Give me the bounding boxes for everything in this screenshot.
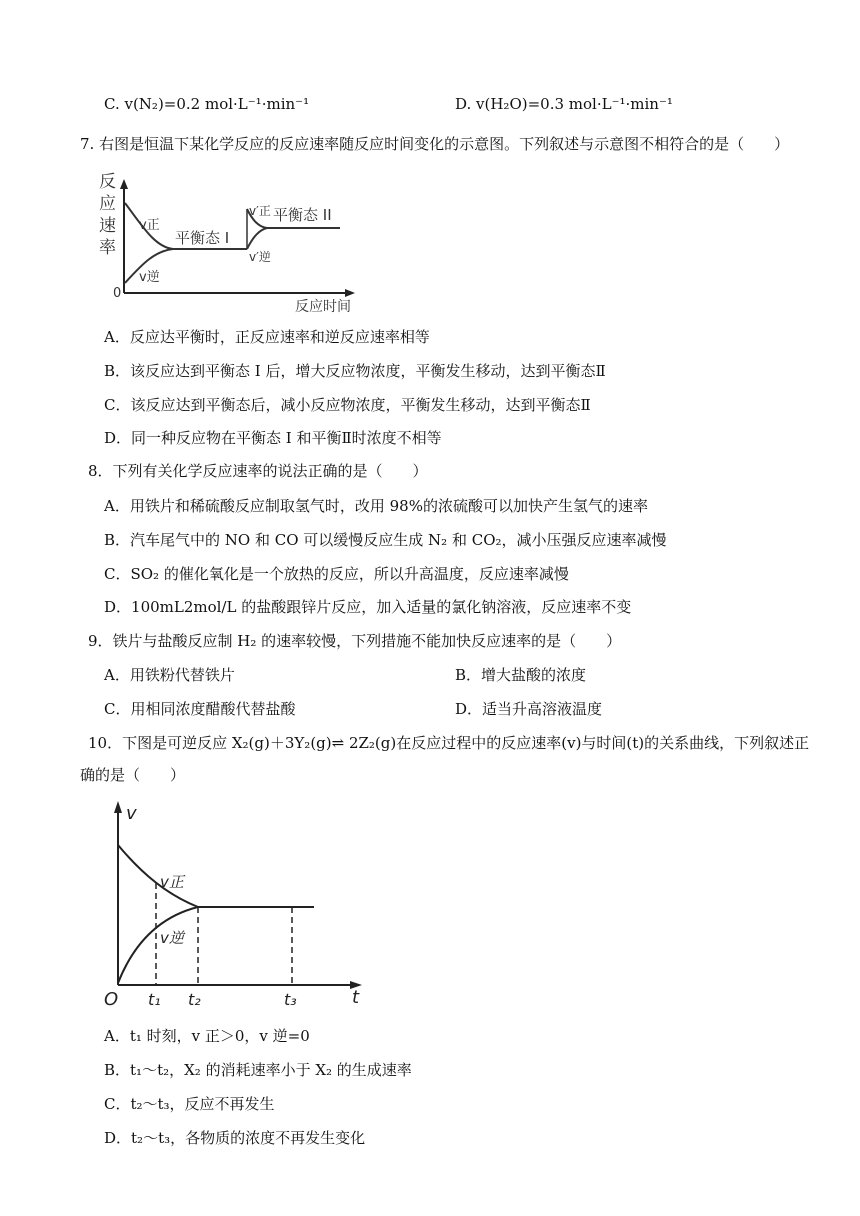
q10-v-forward-label: v正 xyxy=(160,873,184,891)
q7-ylabel-4: 率 xyxy=(99,238,116,258)
q7-v-reverse-prime-label: v′逆 xyxy=(249,250,271,264)
q7-v-forward-prime-label: v′正 xyxy=(249,204,271,218)
q8-option-b: B．汽车尾气中的 NO 和 CO 可以缓慢反应生成 N₂ 和 CO₂，减小压强反应速率减慢 xyxy=(104,531,667,549)
q7-ylabel-1: 反 xyxy=(99,172,116,192)
q10-option-a: A．t₁ 时刻，v 正＞0，v 逆=0 xyxy=(104,1027,310,1045)
q10-reverse-curve xyxy=(118,907,198,983)
q7-option-a: A．反应达平衡时，正反应速率和逆反应速率相等 xyxy=(104,328,430,346)
q7-x-arrow xyxy=(345,289,355,297)
q7-option-b: B．该反应达到平衡态 I 后，增大反应物浓度，平衡发生移动，达到平衡态Ⅱ xyxy=(104,362,606,380)
q7-rate-time-figure xyxy=(95,165,365,315)
q7-ylabel-3: 速 xyxy=(99,216,116,236)
q10-t1-label: t₁ xyxy=(148,990,161,1009)
q9-option-d: D．适当升高溶液温度 xyxy=(455,700,603,718)
q10-option-d: D．t₂～t₃，各物质的浓度不再发生变化 xyxy=(104,1129,366,1147)
q10-stem-line1: 10．下图是可逆反应 X₂(g)＋3Y₂(g)⇌ 2Z₂(g)在反应过程中的反应速率(v)与时间(t)的关系曲线，下列叙述正 xyxy=(88,734,810,752)
q10-y-arrow xyxy=(114,801,122,813)
q7-state1-label: 平衡态 I xyxy=(175,229,230,247)
q10-origin: O xyxy=(104,989,119,1010)
q8-stem: 8．下列有关化学反应速率的说法正确的是（ ） xyxy=(88,462,428,480)
q10-option-c: C．t₂～t₃，反应不再发生 xyxy=(104,1095,275,1113)
q8-option-d: D．100mL2mol/L 的盐酸跟锌片反应，加入适量的氯化钠溶液，反应速率不变 xyxy=(104,598,632,616)
q10-rate-time-figure xyxy=(98,795,373,1015)
q10-option-b: B．t₁～t₂，X₂ 的消耗速率小于 X₂ 的生成速率 xyxy=(104,1061,412,1079)
q6-option-c: C. v(N₂)=0.2 mol·L⁻¹·min⁻¹ xyxy=(104,95,310,113)
q8-option-c: C．SO₂ 的催化氧化是一个放热的反应，所以升高温度，反应速率减慢 xyxy=(104,565,569,583)
q9-stem: 9．铁片与盐酸反应制 H₂ 的速率较慢，下列措施不能加快反应速率的是（ ） xyxy=(88,632,622,650)
q9-option-a: A．用铁粉代替铁片 xyxy=(104,666,235,684)
q7-state2-label: 平衡态 II xyxy=(273,206,332,224)
q7-v-reverse-label: v逆 xyxy=(139,270,160,285)
q10-stem-line2: 确的是（ ） xyxy=(80,766,186,784)
q7-option-d: D．同一种反应物在平衡态 I 和平衡Ⅱ时浓度不相等 xyxy=(104,429,442,447)
q7-origin: 0 xyxy=(113,286,122,301)
q10-forward-curve xyxy=(118,845,198,907)
q6-option-d: D. v(H₂O)=0.3 mol·L⁻¹·min⁻¹ xyxy=(455,95,673,113)
q8-option-a: A．用铁片和稀硫酸反应制取氢气时，改用 98%的浓硫酸可以加快产生氢气的速率 xyxy=(104,497,648,515)
q10-v-reverse-label: v逆 xyxy=(160,929,184,947)
q7-ylabel-2: 应 xyxy=(99,194,116,214)
q7-reverse-prime-curve xyxy=(247,228,267,249)
q7-y-arrow xyxy=(120,179,128,189)
q9-option-b: B．增大盐酸的浓度 xyxy=(455,666,587,684)
q10-t3-label: t₃ xyxy=(284,990,297,1009)
q10-ylabel: v xyxy=(126,803,137,824)
q7-option-c: C．该反应达到平衡态后，减小反应物浓度，平衡发生移动，达到平衡态Ⅱ xyxy=(104,396,591,414)
q7-xlabel: 反应时间 xyxy=(295,299,351,315)
q7-stem: 7. 右图是恒温下某化学反应的反应速率随反应时间变化的示意图。下列叙述与示意图不相符合的是（ ） xyxy=(80,135,790,153)
q9-option-c: C．用相同浓度醋酸代替盐酸 xyxy=(104,700,296,718)
q10-xlabel: t xyxy=(352,987,360,1008)
q10-t2-label: t₂ xyxy=(188,990,201,1009)
q7-v-forward-label: v正 xyxy=(139,218,160,233)
